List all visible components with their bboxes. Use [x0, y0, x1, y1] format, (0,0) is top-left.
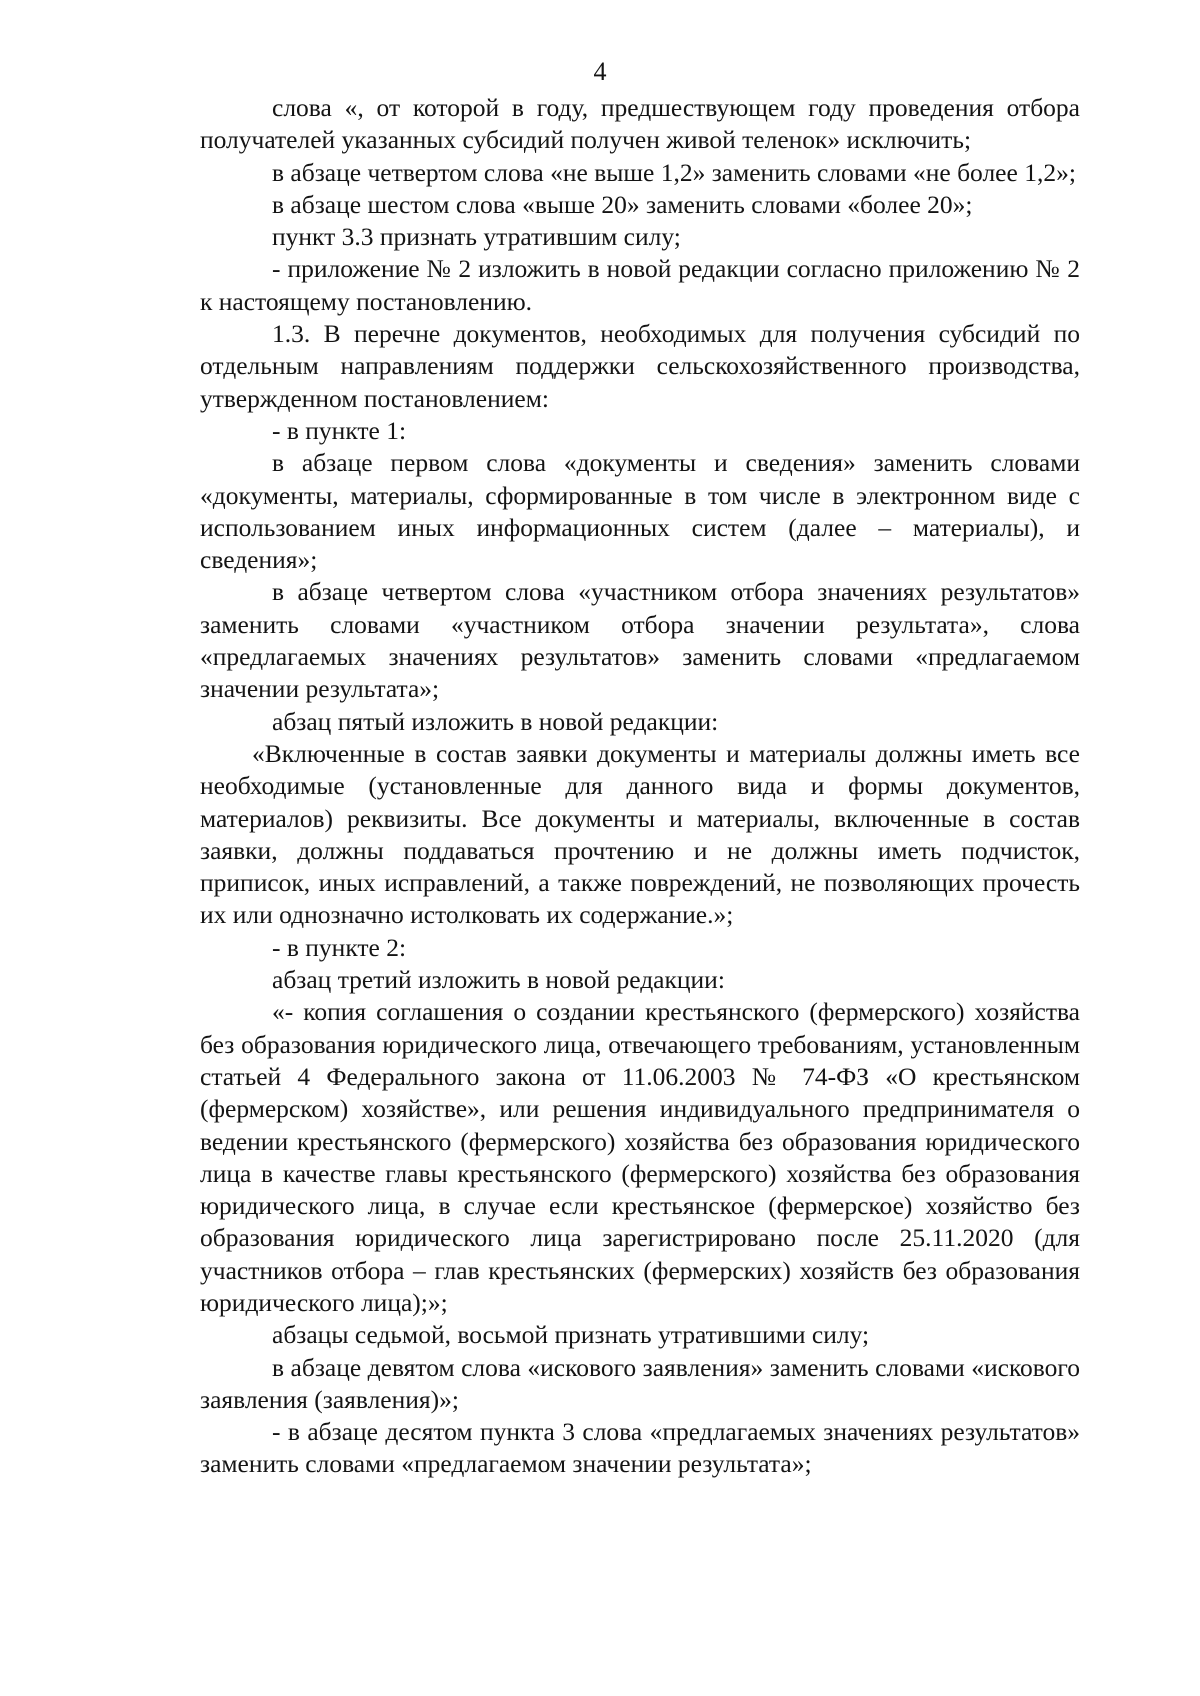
paragraph: в абзаце девятом слова «искового заявления» заменить словами «искового заявления (заявления)»; [200, 1352, 1080, 1414]
quoted-paragraph: «- копия соглашения о создании крестьянского (фермерского) хозяйства без образования юридического лица, отвечающего требованиям, установленным статьей 4 Федерального закона от 11.06.2003 № 74-ФЗ «О крестьянском (фермерском) хозяйстве», или решения индивидуального предпринимателя о ведении крестьянского (фермерского) хозяйства без образования юридического лица в качестве главы крестьянского (фермерского) хозяйства без образования юридического лица, в случае если крестьянское (фермерское) хозяйство без образования юридического лица зарегистрировано после 25.11.2020 (для участников отбора – глав крестьянских (фермерских) хозяйств без образования юридического лица);»; [200, 997, 1080, 1317]
paragraph: - в пункте 1: [272, 415, 407, 445]
paragraph: в абзаце шестом слова «выше 20» заменить словами «более 20»; [272, 189, 973, 219]
document-body [200, 92, 1080, 1481]
paragraph: слова «, от которой в году, предшествующем году проведения отбора получателей указанных субсидий получен живой теленок» исключить; [200, 93, 1080, 155]
paragraph: - в пункте 2: [272, 932, 407, 962]
paragraph: в абзаце четвертом слова «участником отбора значениях результатов» заменить словами «участником отбора значении результата», слова «предлагаемых значениях результатов» заменить словами «предлагаемом значении результата»; [200, 577, 1080, 704]
paragraph: - приложение № 2 изложить в новой редакции согласно приложению № 2 к настоящему постановлению. [200, 254, 1080, 316]
paragraph: абзацы седьмой, восьмой признать утратившими силу; [272, 1320, 870, 1350]
paragraph: 1.3. В перечне документов, необходимых для получения субсидий по отдельным направлениям поддержки сельскохозяйственного производства, утвержденном постановлением: [200, 319, 1080, 413]
paragraph: абзац пятый изложить в новой редакции: [272, 706, 719, 736]
paragraph: - в абзаце десятом пункта 3 слова «предлагаемых значениях результатов» заменить словами «предлагаемом значении результата»; [200, 1417, 1080, 1479]
page-number: 4 [593, 57, 607, 86]
paragraph: пункт 3.3 признать утратившим силу; [272, 222, 681, 252]
paragraph: в абзаце четвертом слова «не выше 1,2» заменить словами «не более 1,2»; [272, 157, 1076, 187]
quoted-paragraph: «Включенные в состав заявки документы и материалы должны иметь все необходимые (установленные для данного вида и формы документов, материалов) реквизиты. Все документы и материалы, включенные в состав заявки, должны поддаваться прочтению и не должны иметь подчисток, приписок, иных исправлений, а также повреждений, не позволяющих прочесть их или однозначно истолковать их содержание.»; [200, 738, 1080, 930]
paragraph: в абзаце первом слова «документы и сведения» заменить словами «документы, материалы, сформированные в том числе в электронном виде с использованием иных информационных систем (далее – материалы), и сведения»; [200, 448, 1080, 575]
paragraph: абзац третий изложить в новой редакции: [272, 965, 725, 995]
